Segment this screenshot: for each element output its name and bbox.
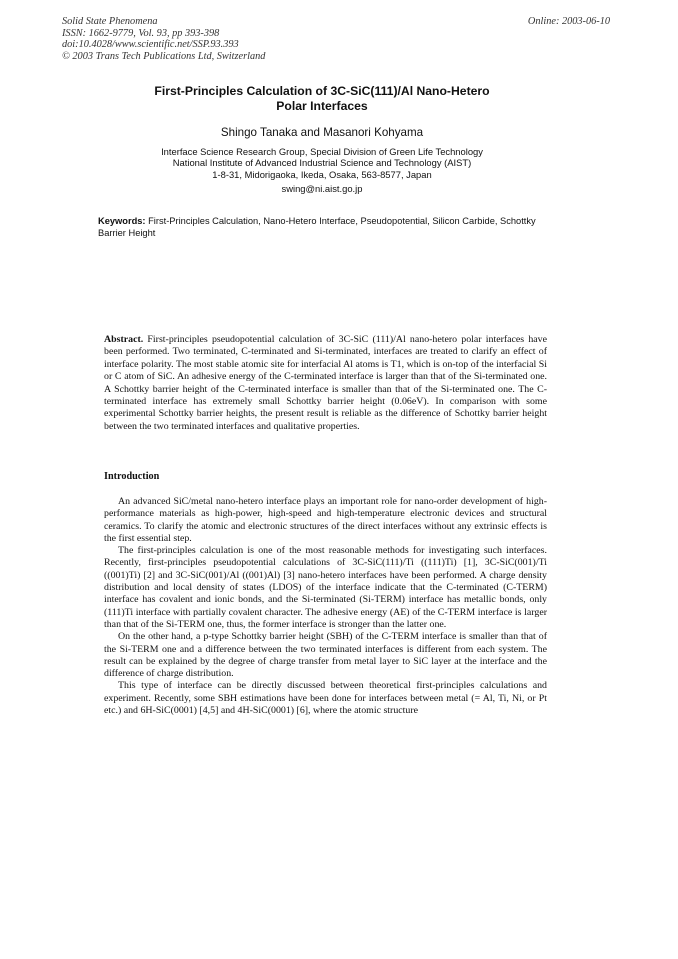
affiliation-line-3: 1-8-31, Midorigaoka, Ikeda, Osaka, 563-8577, Japan <box>212 168 432 180</box>
paragraph: On the other hand, a p-type Schottky barrier height (SBH) of the C-TERM interface is smaller than that of the Si-TERM one and a difference between the two terminated interfaces is different from each system. The result can be explained by the degree of charge transfer from metal layer to SiC layer at the interface and the difference of charge distribution. <box>104 631 547 680</box>
affiliation-line-1: Interface Science Research Group, Special Division of Green Life Technology <box>161 146 483 157</box>
email-address: swing@ni.aist.go.jp <box>281 183 363 194</box>
paragraph: The first-principles calculation is one of the most reasonable methods for investigating such interfaces. Recently, first-principles pseudopotential calculations of 3C-SiC(111)/Ti ((111)Ti) [1], 3C-SiC(001)/Ti ((001)Ti) [2] and 3C-SiC(001)/Al ((001)Al) [3] nano-hetero interfaces have been performed. A charge density distribution and local density of states (LDOS) of the interface indicate that the C-terminated (C-TERM) interface has covalent and ionic bonds, and the Si-terminated (Si-TERM) interface has metallic bonds, only (111)Ti interface with partially covalent character. The adhesive energy (AE) of the C-TERM interface is larger than that of the Si-TERM one, thus, the former interface is stronger than the latter one. <box>104 545 547 630</box>
issn-line: ISSN: 1662-9779, Vol. 93, pp 393-398 <box>62 27 220 39</box>
authors: Shingo Tanaka and Masanori Kohyama <box>220 126 424 139</box>
introduction-body <box>104 496 547 717</box>
abstract-text: First-principles pseudopotential calculation of 3C-SiC (111)/Al nano-hetero polar interfaces have been performed. Two terminated, C-terminated and Si-terminated, interfaces are treated to clarify an effect of interface polarity. The most stable atomic site for interfacial Al atoms is T1, which is on-top of the interfacial Si or C atom of SiC. An adhesive energy of the C-terminated interface is larger than that of the Si-terminated one. A Schottky barrier height of the C-terminated interface is smaller than that of the Si-terminated one. The C-terminated interface has extremely small Schottky barrier height (0.06eV). In comparison with some experimental Schottky barrier heights, the present result is reliable as the difference of Schottky barrier height between the two terminated interfaces and qualitative properties. <box>104 334 547 432</box>
journal-name: Solid State Phenomena <box>62 16 158 27</box>
doi-line: doi:10.4028/www.scientific.net/SSP.93.393 <box>62 39 239 51</box>
paragraph: An advanced SiC/metal nano-hetero interface plays an important role for nano-order development of high-performance materials as high-power, high-speed and high-temperature electronic devices and structural ceramics. To clarify the atomic and electronic structures of the direct interfaces without any extrinsic effects is the first essential step. <box>104 496 547 544</box>
journal-header <box>62 16 265 62</box>
affiliation <box>62 146 582 180</box>
keywords-label: Keywords: <box>98 216 146 226</box>
paper-title <box>62 84 582 114</box>
title-line-2: Polar Interfaces <box>276 99 368 113</box>
abstract-label: Abstract. <box>104 334 144 345</box>
abstract-block <box>104 334 547 433</box>
affiliation-line-2: National Institute of Advanced Industrial Science and Technology (AIST) <box>172 157 472 169</box>
online-date: Online: 2003-06-10 <box>527 16 610 27</box>
paragraph: This type of interface can be directly discussed between theoretical first-principles calculations and experiment. Recently, some SBH estimations have been done for interfaces between metal (= Al, Ti, Ni, or Pt etc.) and 6H-SiC(0001) [4,5] and 4H-SiC(0001) [6], where the atomic structure <box>104 680 547 717</box>
title-line-1: First-Principles Calculation of 3C-SiC(111)/Al Nano-Hetero <box>154 84 490 98</box>
copyright-line: © 2003 Trans Tech Publications Ltd, Switzerland <box>62 50 266 62</box>
introduction-heading: Introduction <box>104 471 160 482</box>
keywords-text: First-Principles Calculation, Nano-Hetero Interface, Pseudopotential, Silicon Carbide, Schottky Barrier Height <box>98 216 536 238</box>
keywords-block <box>98 215 538 239</box>
